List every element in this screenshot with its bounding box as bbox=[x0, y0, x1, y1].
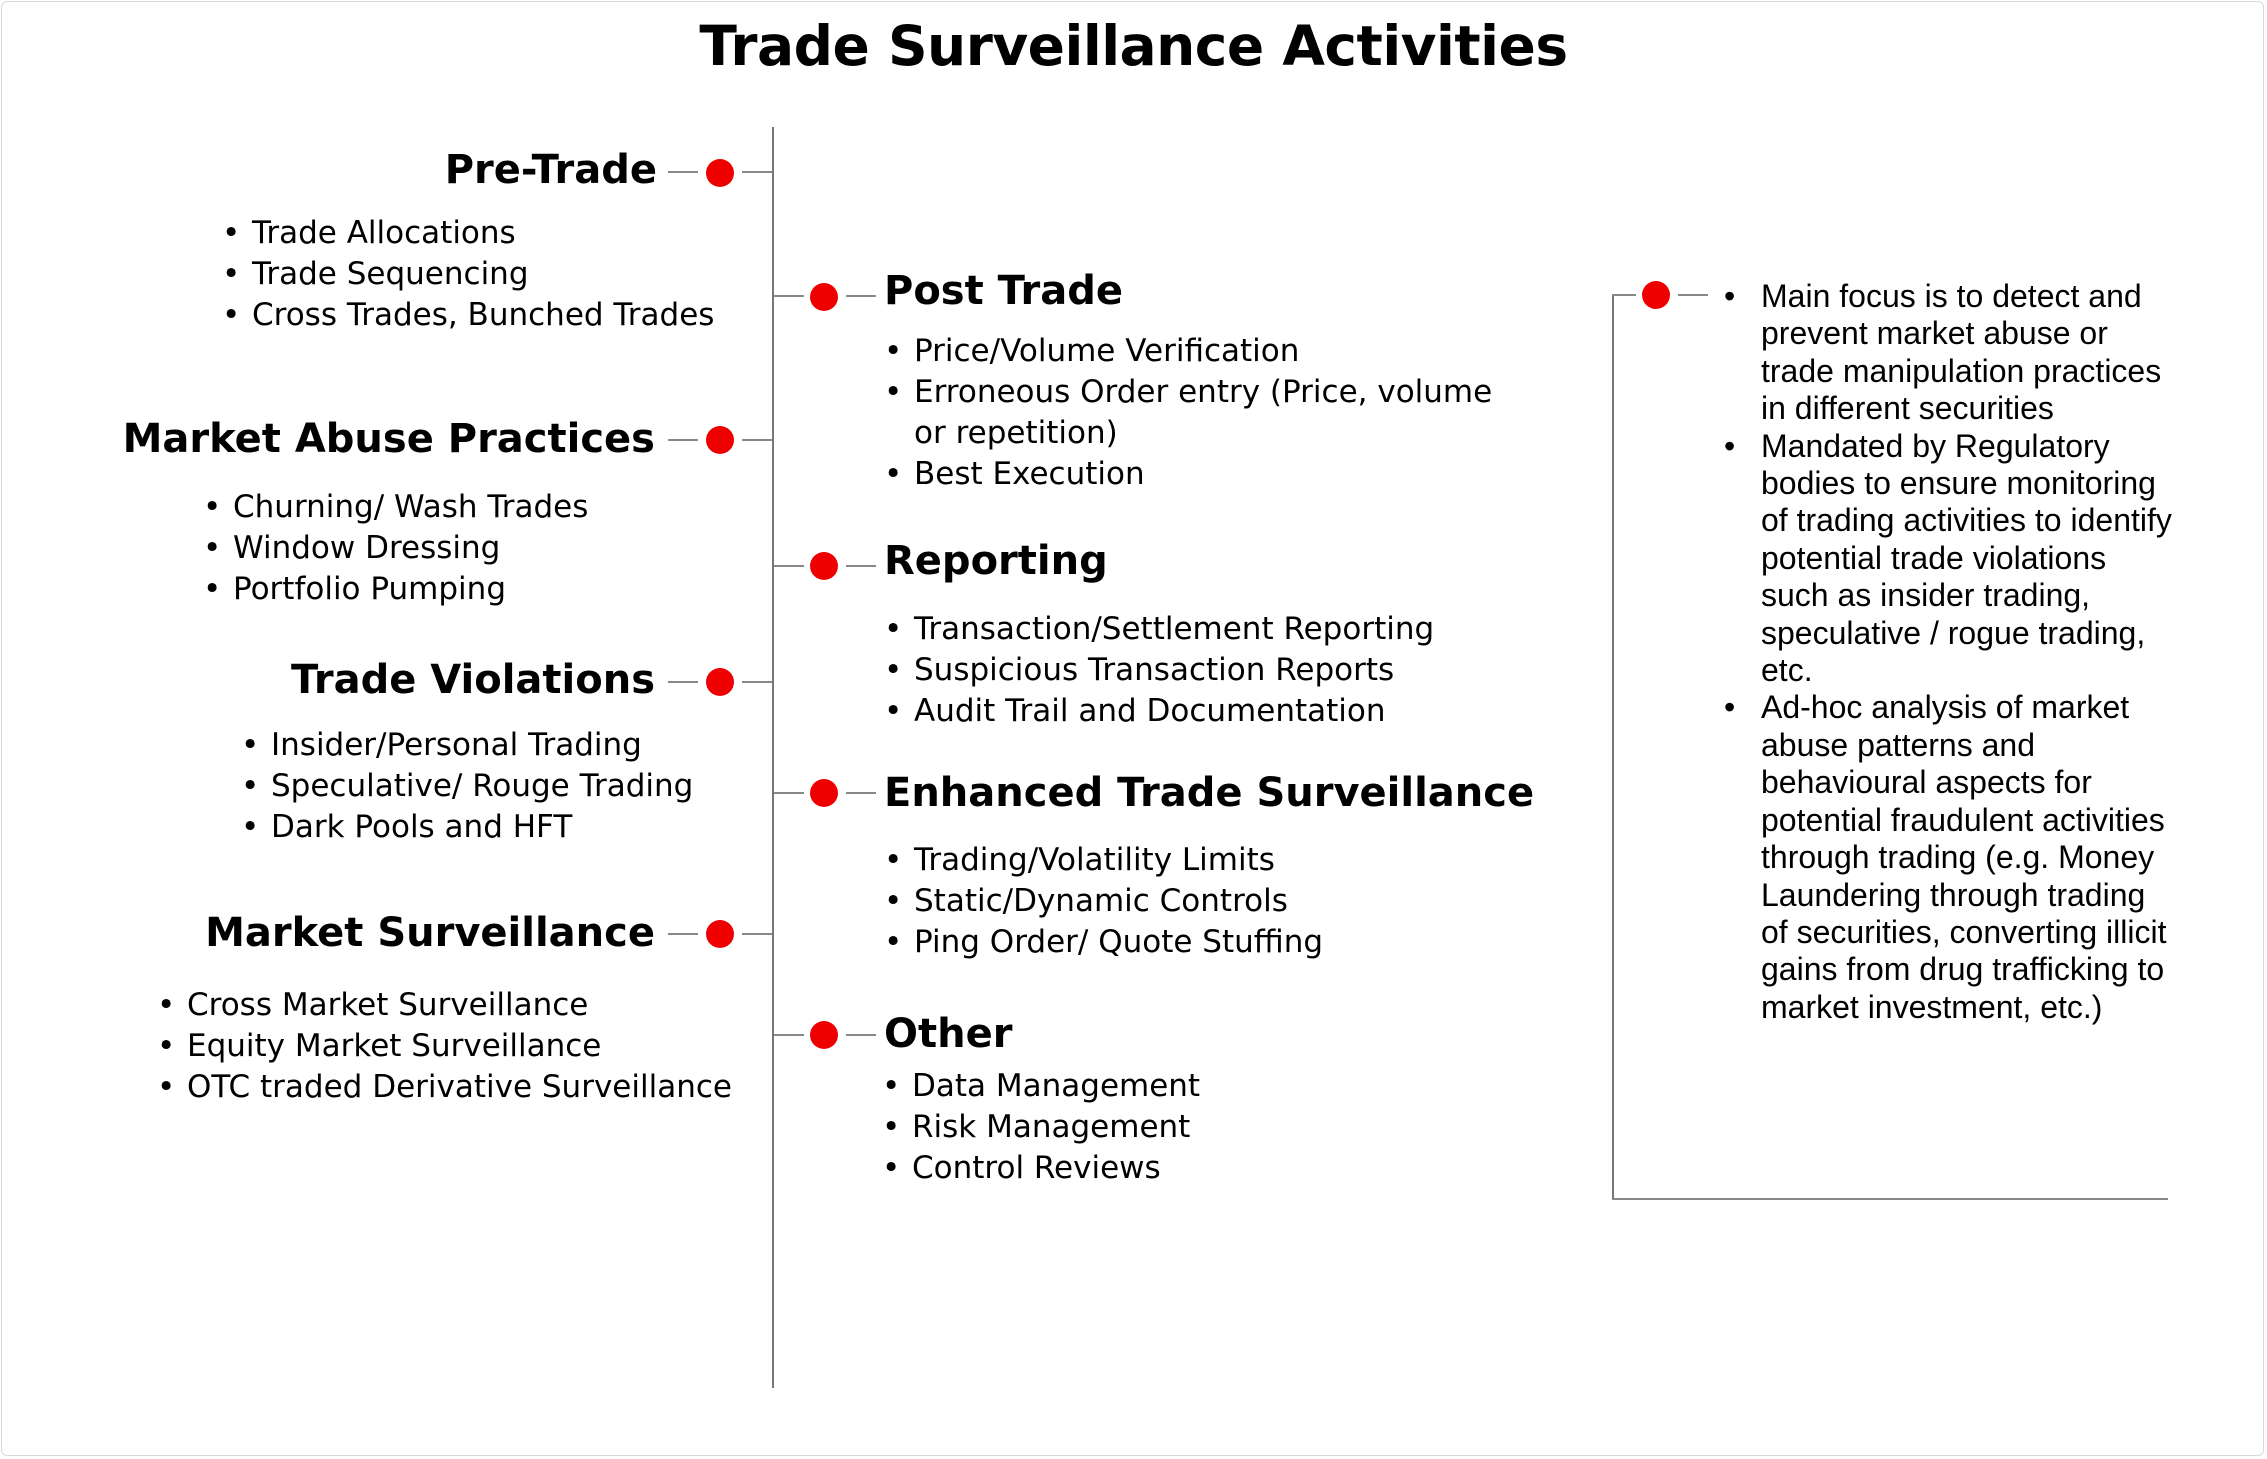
heading-other: Other bbox=[884, 1011, 1013, 1057]
marker-dot bbox=[706, 159, 734, 187]
marker-dot bbox=[810, 552, 838, 580]
connector bbox=[846, 1034, 876, 1036]
marker-dot bbox=[810, 283, 838, 311]
post-trade-list bbox=[884, 331, 1494, 495]
marker-dot bbox=[810, 779, 838, 807]
note-item: • Ad-hoc analysis of market abuse patterns and behavioural aspects for potential fraudulent activities through trading (e.g. Money Laundering through trading of securities, converting illicit gains from drug trafficking to market investment, etc.) bbox=[1718, 689, 2178, 1026]
summary-notes bbox=[1718, 278, 2178, 1026]
heading-enhanced-trade-surveillance: Enhanced Trade Surveillance bbox=[884, 770, 1535, 816]
list-item: • OTC traded Derivative Surveillance bbox=[157, 1067, 732, 1108]
connector bbox=[742, 681, 772, 683]
connector bbox=[742, 171, 772, 173]
list-item: • Ping Order/ Quote Stuffing bbox=[884, 922, 1323, 963]
list-item: • Churning/ Wash Trades bbox=[203, 487, 588, 528]
connector bbox=[846, 565, 876, 567]
list-item: • Suspicious Transaction Reports bbox=[884, 650, 1434, 691]
heading-pre-trade: Pre-Trade bbox=[444, 147, 657, 193]
list-item: • Cross Trades, Bunched Trades bbox=[222, 295, 714, 336]
marker-dot bbox=[706, 426, 734, 454]
heading-reporting: Reporting bbox=[884, 538, 1108, 584]
heading-trade-violations: Trade Violations bbox=[290, 657, 655, 703]
list-item: • Data Management bbox=[882, 1066, 1200, 1107]
list-item: • Erroneous Order entry (Price, volume or repetition) bbox=[884, 372, 1494, 454]
list-item: • Trade Allocations bbox=[222, 213, 714, 254]
list-item: • Insider/Personal Trading bbox=[241, 725, 693, 766]
connector bbox=[774, 565, 804, 567]
connector bbox=[668, 439, 698, 441]
list-item: • Portfolio Pumping bbox=[203, 569, 588, 610]
connector bbox=[846, 295, 876, 297]
connector bbox=[1678, 294, 1708, 296]
connector bbox=[846, 792, 876, 794]
note-item: • Mandated by Regulatory bodies to ensure monitoring of trading activities to identify potential trade violations such as insider trading, speculative / rogue trading, etc. bbox=[1718, 428, 2178, 690]
heading-post-trade: Post Trade bbox=[884, 268, 1124, 314]
marker-dot bbox=[706, 668, 734, 696]
list-item: • Equity Market Surveillance bbox=[157, 1026, 732, 1067]
pre-trade-list bbox=[222, 213, 714, 336]
heading-market-surveillance: Market Surveillance bbox=[205, 910, 655, 956]
heading-market-abuse-practices: Market Abuse Practices bbox=[122, 416, 655, 462]
connector bbox=[774, 792, 804, 794]
list-item: • Control Reviews bbox=[882, 1148, 1200, 1189]
market-abuse-list bbox=[203, 487, 588, 610]
marker-dot bbox=[1642, 281, 1670, 309]
list-item: • Speculative/ Rouge Trading bbox=[241, 766, 693, 807]
trade-violations-list bbox=[241, 725, 693, 848]
enhanced-surveillance-list bbox=[884, 840, 1323, 963]
marker-dot bbox=[706, 920, 734, 948]
list-item: • Trading/Volatility Limits bbox=[884, 840, 1323, 881]
list-item: • Price/Volume Verification bbox=[884, 331, 1494, 372]
connector bbox=[742, 439, 772, 441]
list-item: • Transaction/Settlement Reporting bbox=[884, 609, 1434, 650]
reporting-list bbox=[884, 609, 1434, 732]
other-list bbox=[882, 1066, 1200, 1189]
note-bracket-top bbox=[1612, 294, 1636, 296]
list-item: • Static/Dynamic Controls bbox=[884, 881, 1323, 922]
note-bracket-left bbox=[1612, 294, 1614, 1200]
marker-dot bbox=[810, 1021, 838, 1049]
list-item: • Risk Management bbox=[882, 1107, 1200, 1148]
market-surveillance-list bbox=[157, 985, 732, 1108]
list-item: • Trade Sequencing bbox=[222, 254, 714, 295]
note-bracket-bottom bbox=[1612, 1198, 2168, 1200]
connector bbox=[668, 681, 698, 683]
connector bbox=[668, 933, 698, 935]
connector bbox=[774, 295, 804, 297]
list-item: • Best Execution bbox=[884, 454, 1494, 495]
connector bbox=[742, 933, 772, 935]
page-title: Trade Surveillance Activities bbox=[699, 14, 1568, 78]
connector bbox=[668, 171, 698, 173]
list-item: • Audit Trail and Documentation bbox=[884, 691, 1434, 732]
timeline-spine bbox=[772, 127, 774, 1388]
list-item: • Dark Pools and HFT bbox=[241, 807, 693, 848]
list-item: • Cross Market Surveillance bbox=[157, 985, 732, 1026]
note-item: • Main focus is to detect and prevent market abuse or trade manipulation practices in different securities bbox=[1718, 278, 2178, 428]
list-item: • Window Dressing bbox=[203, 528, 588, 569]
connector bbox=[774, 1034, 804, 1036]
